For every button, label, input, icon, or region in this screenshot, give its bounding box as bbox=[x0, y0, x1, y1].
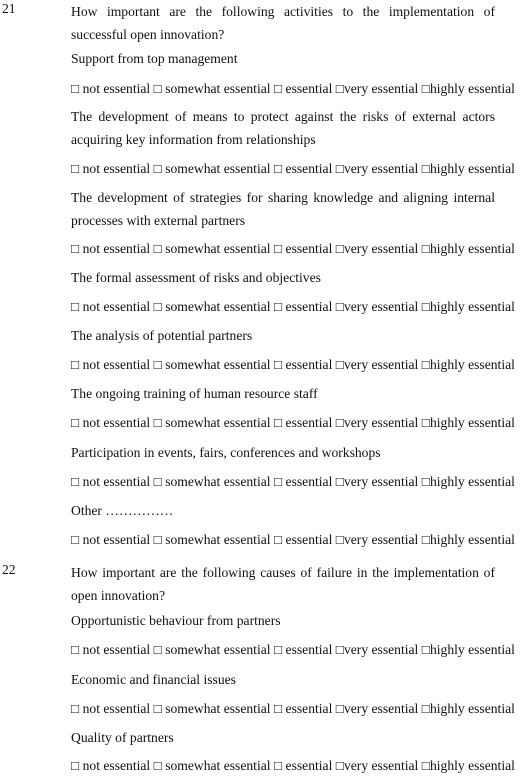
option-somewhat-essential[interactable]: □ somewhat essential bbox=[153, 81, 271, 96]
option-highly-essential[interactable]: □highly essential bbox=[421, 758, 515, 773]
option-highly-essential[interactable]: □highly essential bbox=[421, 161, 515, 176]
option-very-essential[interactable]: □very essential bbox=[335, 532, 419, 547]
item-label: The formal assessment of risks and objectives bbox=[71, 270, 321, 285]
rating-options-row bbox=[71, 79, 515, 99]
option-very-essential[interactable]: □very essential bbox=[335, 701, 419, 716]
option-not-essential[interactable]: □ not essential bbox=[71, 474, 151, 489]
rating-options-row bbox=[71, 699, 515, 719]
question-number: 22 bbox=[2, 562, 16, 577]
option-essential[interactable]: □ essential bbox=[273, 474, 333, 489]
option-very-essential[interactable]: □very essential bbox=[335, 642, 419, 657]
option-highly-essential[interactable]: □highly essential bbox=[421, 532, 515, 547]
option-very-essential[interactable]: □very essential bbox=[335, 415, 419, 430]
option-not-essential[interactable]: □ not essential bbox=[71, 161, 151, 176]
option-not-essential[interactable]: □ not essential bbox=[71, 241, 151, 256]
option-essential[interactable]: □ essential bbox=[273, 299, 333, 314]
option-somewhat-essential[interactable]: □ somewhat essential bbox=[153, 299, 271, 314]
rating-options-row bbox=[71, 239, 515, 259]
option-not-essential[interactable]: □ not essential bbox=[71, 642, 151, 657]
item-label-other[interactable]: Other …………… bbox=[71, 503, 174, 518]
rating-options-row bbox=[71, 159, 515, 179]
item-label: The analysis of potential partners bbox=[71, 328, 253, 343]
option-somewhat-essential[interactable]: □ somewhat essential bbox=[153, 758, 271, 773]
question-text: How important are the following causes of failure in the implementation of open innovation? bbox=[71, 565, 495, 603]
rating-options-row bbox=[71, 756, 515, 776]
question-number: 21 bbox=[2, 1, 16, 16]
option-somewhat-essential[interactable]: □ somewhat essential bbox=[153, 241, 271, 256]
option-essential[interactable]: □ essential bbox=[273, 415, 333, 430]
rating-options-row bbox=[71, 355, 515, 375]
option-somewhat-essential[interactable]: □ somewhat essential bbox=[153, 532, 271, 547]
option-not-essential[interactable]: □ not essential bbox=[71, 81, 151, 96]
option-very-essential[interactable]: □very essential bbox=[335, 81, 419, 96]
option-somewhat-essential[interactable]: □ somewhat essential bbox=[153, 642, 271, 657]
option-essential[interactable]: □ essential bbox=[273, 357, 333, 372]
item-label: The development of means to protect against the risks of external actors acquiring key information from relationships bbox=[71, 109, 495, 147]
rating-options-row bbox=[71, 297, 515, 317]
option-highly-essential[interactable]: □highly essential bbox=[421, 701, 515, 716]
option-somewhat-essential[interactable]: □ somewhat essential bbox=[153, 701, 271, 716]
option-essential[interactable]: □ essential bbox=[273, 758, 333, 773]
option-not-essential[interactable]: □ not essential bbox=[71, 701, 151, 716]
option-highly-essential[interactable]: □highly essential bbox=[421, 415, 515, 430]
option-highly-essential[interactable]: □highly essential bbox=[421, 299, 515, 314]
option-not-essential[interactable]: □ not essential bbox=[71, 758, 151, 773]
option-very-essential[interactable]: □very essential bbox=[335, 241, 419, 256]
option-not-essential[interactable]: □ not essential bbox=[71, 532, 151, 547]
option-very-essential[interactable]: □very essential bbox=[335, 161, 419, 176]
question-text: How important are the following activities to the implementation of successful open innovation? bbox=[71, 4, 495, 42]
option-highly-essential[interactable]: □highly essential bbox=[421, 241, 515, 256]
item-label: The development of strategies for sharing knowledge and aligning internal processes with external partners bbox=[71, 190, 495, 228]
item-label: Economic and financial issues bbox=[71, 672, 236, 687]
option-somewhat-essential[interactable]: □ somewhat essential bbox=[153, 415, 271, 430]
option-highly-essential[interactable]: □highly essential bbox=[421, 357, 515, 372]
option-essential[interactable]: □ essential bbox=[273, 642, 333, 657]
item-label: Opportunistic behaviour from partners bbox=[71, 613, 281, 628]
option-not-essential[interactable]: □ not essential bbox=[71, 415, 151, 430]
option-not-essential[interactable]: □ not essential bbox=[71, 299, 151, 314]
option-somewhat-essential[interactable]: □ somewhat essential bbox=[153, 357, 271, 372]
option-essential[interactable]: □ essential bbox=[273, 161, 333, 176]
item-label: Support from top management bbox=[71, 51, 238, 66]
rating-options-row bbox=[71, 640, 515, 660]
option-not-essential[interactable]: □ not essential bbox=[71, 357, 151, 372]
item-label: Participation in events, fairs, conferences and workshops bbox=[71, 445, 381, 460]
option-very-essential[interactable]: □very essential bbox=[335, 758, 419, 773]
item-label: The ongoing training of human resource staff bbox=[71, 386, 318, 401]
option-essential[interactable]: □ essential bbox=[273, 701, 333, 716]
item-label: Quality of partners bbox=[71, 730, 174, 745]
rating-options-row bbox=[71, 413, 515, 433]
option-highly-essential[interactable]: □highly essential bbox=[421, 474, 515, 489]
rating-options-row bbox=[71, 472, 515, 492]
rating-options-row bbox=[71, 530, 515, 550]
option-somewhat-essential[interactable]: □ somewhat essential bbox=[153, 161, 271, 176]
option-highly-essential[interactable]: □highly essential bbox=[421, 81, 515, 96]
option-essential[interactable]: □ essential bbox=[273, 241, 333, 256]
option-highly-essential[interactable]: □highly essential bbox=[421, 642, 515, 657]
option-very-essential[interactable]: □very essential bbox=[335, 357, 419, 372]
option-very-essential[interactable]: □very essential bbox=[335, 299, 419, 314]
option-essential[interactable]: □ essential bbox=[273, 532, 333, 547]
option-somewhat-essential[interactable]: □ somewhat essential bbox=[153, 474, 271, 489]
option-very-essential[interactable]: □very essential bbox=[335, 474, 419, 489]
option-essential[interactable]: □ essential bbox=[273, 81, 333, 96]
